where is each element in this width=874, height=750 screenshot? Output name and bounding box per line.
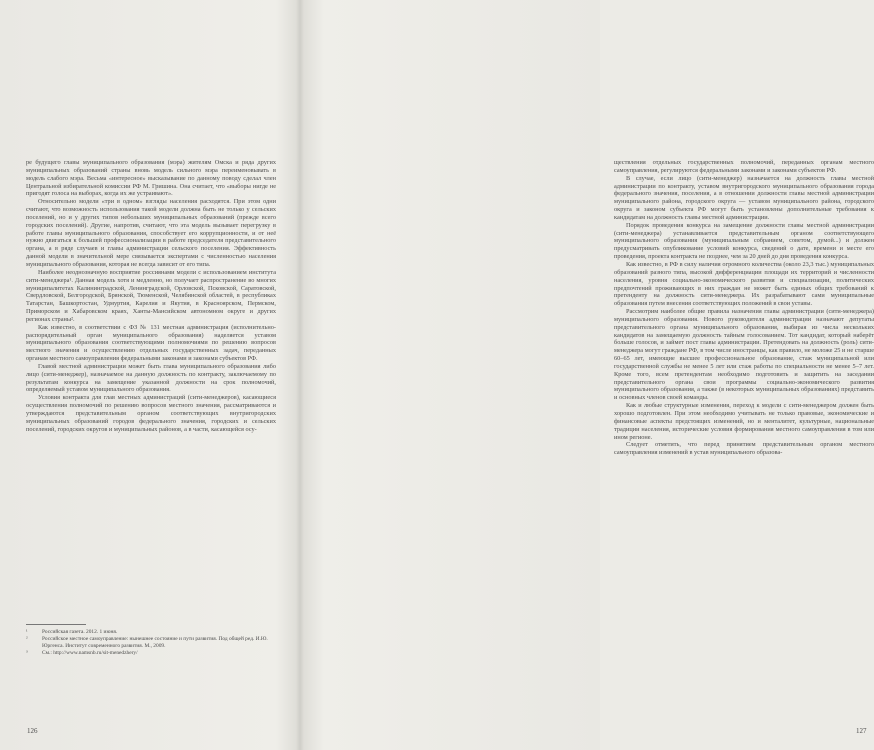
paragraph: Следует отметить, что перед принятием представительным органом местного самоуправления изменений в устав муниципального образова- (614, 441, 874, 457)
paragraph: Условия контракта для глав местных администраций (сити-менеджеров), касающиеся осуществления полномочий по решению вопросов местного значения, рассматриваются и утверждаются представительным органом соответствующих внутригородских муниципальных образований городов федерального значения, городских и сельских поселений, городских округов и муниципальных районов, а в части, касающейся осу- (26, 394, 276, 433)
footnotes (26, 624, 276, 657)
paragraph: Порядок проведения конкурса на замещение должности главы местной администрации (сити-менеджера) устанавливается представительным органом соответствующего муниципального образования (муниципальным собранием, советом, думой...) и должен предусматривать опубликование условий конкурса, сведений о дате, времени и месте его проведения, проекта контракта не позднее, чем за 20 дней до дня проведения конкурса. (614, 221, 874, 261)
footnote-text: Российская газета. 2012. 1 июня. (42, 629, 118, 635)
paragraph: Как и любые структурные изменения, переход к модели с сити-менеджером должен быть хорошо подготовлен. При этом необходимо учитывать не только правовые, экономические и финансовые аспекты предстоящих изменений, но и менталитет, культурные, национальные традиции населения, исторические условия формирования местного самоуправления в том или ином регионе. (614, 402, 874, 441)
paragraph: В случае, если лицо (сити-менеджер) назначается на должность главы местной администрации по контракту, уставом внутригородского муниципального образования города федерального значения, поселения, а в отношении должности главы местной администрации муниципального района, городского округа — уставом муниципального района, городского округа и законом субъекта РФ могут быть установлены дополнительные требования к кандидатам на должность главы местной администрации. (614, 174, 874, 221)
footnote-text: Российское местное самоуправление: нынешнее состояние и пути развития. Под общей ред. И.Ю. Юргенса. Институт современного развития. М., 2009. (42, 636, 268, 649)
footnote (26, 629, 276, 636)
right-page (300, 0, 874, 750)
page-number: 126 (27, 727, 38, 735)
left-page-text (26, 159, 276, 434)
page-number: 127 (856, 727, 867, 735)
paragraph: Наиболее неоднозначную восприятие россиянами модели с использованием института сити-менеджера¹. Данная модель хотя и медленно, но получает распространение во многих муниципалитетах Калининградской, Ленинградской, Орловской, Псковской, Саратовской, Свердловской, Белгородской, Брянской, Тюменской, Челябинской областей, в республиках Татарстан, Башкортостан, Удмуртия, Карелия и Якутия, в Красноярском, Пермском, Приморском и Хабаровском краях, Ханты-Мансийском автономном округе и других регионах страны². (26, 268, 276, 323)
footnote (26, 650, 276, 657)
paragraph: Как известно, в соответствии с ФЗ № 131 местная администрация (исполнительно-распорядительный орган муниципального образования) наделяется уставом муниципального образования соответствующими полномочиями по решению вопросов местного значения и осуществлению отдельных государственных задач, переданных органам местного самоуправления федеральными законами и законами субъектов РФ. (26, 323, 276, 363)
footnote-number: ² (26, 636, 28, 642)
paragraph: Главой местной администрации может быть глава муниципального образования либо лицо (сити-менеджер), назначаемое на данную должность по контракту, заключаемому по результатам конкурса на замещение указанной должности на срок полномочий, определяемый уставом муниципального образования. (26, 362, 276, 394)
footnote-rule (26, 624, 86, 625)
left-page (0, 0, 300, 750)
paragraph: ществления отдельных государственных полномочий, переданных органам местного самоуправления, регулируются федеральными законами и законами субъектов РФ. (614, 159, 874, 174)
footnote-number: ³ (26, 650, 28, 656)
footnote (26, 636, 276, 650)
footnote-number: ¹ (26, 629, 28, 635)
paragraph: Рассмотрим наиболее общие правила назначения главы администрации (сити-менеджера) муниципального образования. Нового руководителя администрации назначают депутаты представительного органа муниципального образования, выбирая из числа нескольких кандидатов на замещаемую должность тайным голосованием. Тот кандидат, который наберёт больше голосов, и займет пост главы администрации. Претендовать на должность (роль) сити-менеджера могут граждане РФ, в том числе иностранцы, как правило, не моложе 25 и не старше 60–65 лет, имеющие высшее профессиональное образование, стаж муниципальной или государственной службы не менее 5 лет или стаж работы по специальности не менее 5–7 лет. Кроме того, всем претендентам необходимо подготовить и защитить на заседании представительного органа свои программы социально-экономического развития муниципального образования, а также (в некоторых муниципальных образованиях) представить и основных членов своей команды. (614, 308, 874, 402)
paragraph: Как известно, в РФ в силу наличия огромного количества (около 23,3 тыс.) муниципальных образований разного типа, высокой дифференциации площади их территорий и численности населения, уровня социально-экономического развития и специализации, политических предпочтений проживающих в них граждан не может быть единых общих требований к претенденту на должность сити-менеджера. Их разрабатывают сами муниципальные образования путем внесения соответствующих положений в свои уставы. (614, 260, 874, 308)
paragraph: Относительно модели «три в одном» взгляды населения расходятся. При этом одни считают, что возможность использования такой модели должна быть не только у сельских поселений, но и у других типов небольших муниципальных образований (прежде всего городских поселений). Другие, напротив, считают, что эта модель вызывает перегрузку в работе главы муниципального образования, способствует его коррупционности, и от неё нужно двигаться к большей профессионализации в работе председателя представительного органа, а в ряде случаев и главы администрации сельского поселения. Эффективность данной модели в значительной мере связывается экспертами с численностью населения муниципального образования, которая не всегда зависит от его типа. (26, 198, 276, 268)
right-page-text (614, 159, 874, 457)
paragraph: ре будущего главы муниципального образования (мэра) жителям Омска и ряда других муниципальных образований страны вновь модель сильного мэра переименовывать в модель слабого мэра. Весьма «интересное» высказывание по данному поводу сделал член Центральной избирательной комиссии РФ М. Гришина. Она считает, что «выборы нигде не пригодят голоса на выборах, когда их же устраивают». (26, 159, 276, 198)
footnote-text: См.: http://www.namsnb.ru/sit-menedzhery/ (42, 650, 138, 656)
